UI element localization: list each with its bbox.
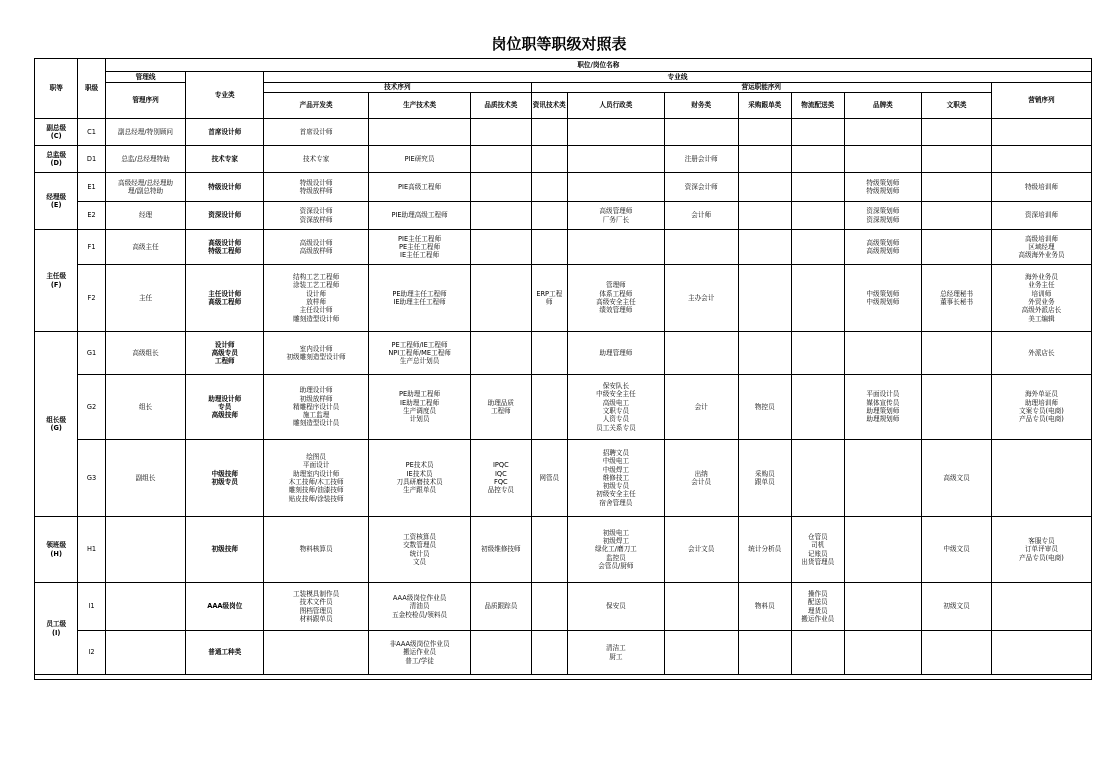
hr-cell: 初级电工 初级焊工 绿化工/磨刀工 监控员 会管员/厨师 [567, 517, 664, 583]
planning-cell [844, 119, 922, 146]
finance-cell: 资深会计师 [664, 173, 738, 202]
planning-cell [844, 332, 922, 375]
header-position-name: 职位/岗位名称 [105, 59, 1091, 72]
clerical-cell: 总经理秘书 董事长秘书 [922, 265, 992, 332]
purchase-cell [738, 631, 792, 675]
it-cell [531, 119, 567, 146]
table-row [35, 202, 1092, 230]
level-cell: G3 [78, 440, 105, 517]
mgmt-cell: 副组长 [105, 440, 186, 517]
mgmt-cell: 副总经理/特别顾问 [105, 119, 186, 146]
mgmt-cell: 主任 [105, 265, 186, 332]
marketing-cell [991, 583, 1091, 631]
hr-cell [567, 146, 664, 173]
header-product-dev: 产品开发类 [264, 93, 369, 119]
header-it-tech: 资讯技术类 [531, 93, 567, 119]
quality-cell [471, 146, 532, 173]
level-cell: D1 [78, 146, 105, 173]
planning-cell [844, 440, 922, 517]
spec-cell: 首席设计师 [186, 119, 264, 146]
logistics-cell [792, 375, 844, 440]
marketing-cell: 外派店长 [991, 332, 1091, 375]
it-cell [531, 173, 567, 202]
spec-cell: 中级技师 初级专员 [186, 440, 264, 517]
header-logistics: 物流配送类 [792, 93, 844, 119]
level-cell: C1 [78, 119, 105, 146]
logistics-cell [792, 173, 844, 202]
product-cell: 助理设计师 初级放样师 精雕程序设计员 施工监理 雕刻造型设计员 [264, 375, 369, 440]
level-cell: I1 [78, 583, 105, 631]
spec-cell: 技术专家 [186, 146, 264, 173]
grade-comparison-table [34, 58, 1092, 675]
production-cell: PE助理工程师 IE助理工程师 生产调度员 计划员 [369, 375, 471, 440]
finance-cell: 会计 [664, 375, 738, 440]
product-cell: 工装模具制作员 技术文件员 图档管理员 材料跟单员 [264, 583, 369, 631]
planning-cell: 平面设计员 媒体宣传员 助理策划师 助理规划师 [844, 375, 922, 440]
level-cell: G1 [78, 332, 105, 375]
logistics-cell [792, 230, 844, 265]
clerical-cell [922, 332, 992, 375]
purchase-cell [738, 202, 792, 230]
finance-cell: 注册会计师 [664, 146, 738, 173]
clerical-cell: 中级文员 [922, 517, 992, 583]
product-cell: 资深设计师 资深放样师 [264, 202, 369, 230]
finance-cell: 主办会计 [664, 265, 738, 332]
finance-cell [664, 631, 738, 675]
header-purchase: 采购跟单类 [738, 93, 792, 119]
product-cell: 结构工艺工程师 涂装工艺工程师 设计师 放样师 主任设计师 雕刻造型设计师 [264, 265, 369, 332]
spec-cell: 初级技师 [186, 517, 264, 583]
hr-cell: 招聘文员 中级电工 中级焊工 维修技工 初级专员 初级安全主任 宿舍管理员 [567, 440, 664, 517]
table-row [35, 583, 1092, 631]
purchase-cell [738, 146, 792, 173]
grade-cell: 副总级 (C) [35, 119, 78, 146]
planning-cell: 资深策划师 资深规划师 [844, 202, 922, 230]
marketing-cell: 特级培训师 [991, 173, 1091, 202]
grade-cell: 主任级 (F) [35, 230, 78, 332]
hr-cell: 助理管理师 [567, 332, 664, 375]
mgmt-cell: 高级主任 [105, 230, 186, 265]
table-row [35, 173, 1092, 202]
planning-cell [844, 146, 922, 173]
clerical-cell [922, 230, 992, 265]
planning-cell [844, 517, 922, 583]
product-cell: 首席设计师 [264, 119, 369, 146]
mgmt-cell: 总监/总经理特助 [105, 146, 186, 173]
level-cell: E1 [78, 173, 105, 202]
grade-cell: 总监级 (D) [35, 146, 78, 173]
production-cell: AAA级岗位作业员 清油员 五金校检员/领料员 [369, 583, 471, 631]
clerical-cell [922, 631, 992, 675]
finance-cell [664, 230, 738, 265]
purchase-cell: 采购员 跟单员 [738, 440, 792, 517]
marketing-cell [991, 146, 1091, 173]
spec-cell: 资深设计师 [186, 202, 264, 230]
table-row [35, 119, 1092, 146]
purchase-cell [738, 265, 792, 332]
hr-cell: 保安队长 中级安全主任 高级电工 文职专员 人资专员 员工关系专员 [567, 375, 664, 440]
production-cell [369, 119, 471, 146]
production-cell: 工资核算员 交数管理员 统计员 文员 [369, 517, 471, 583]
header-finance: 财务类 [664, 93, 738, 119]
spec-cell: 普通工种类 [186, 631, 264, 675]
level-cell: I2 [78, 631, 105, 675]
quality-cell: 品质跟踪员 [471, 583, 532, 631]
page-title: 岗位职等职级对照表 [491, 35, 627, 53]
clerical-cell [922, 375, 992, 440]
quality-cell [471, 173, 532, 202]
marketing-cell: 海外业务员 业务主任 培训师 外贸业务 高级外派店长 美工编辑 [991, 265, 1091, 332]
table-row [35, 332, 1092, 375]
hr-cell: 保安员 [567, 583, 664, 631]
hr-cell [567, 173, 664, 202]
mgmt-cell [105, 631, 186, 675]
planning-cell: 中级策划师 中级规划师 [844, 265, 922, 332]
hr-cell: 清洁工 厨工 [567, 631, 664, 675]
finance-cell: 出纳 会计员 [664, 440, 738, 517]
logistics-cell [792, 146, 844, 173]
spec-cell: 主任设计师 高级工程师 [186, 265, 264, 332]
marketing-cell [991, 440, 1091, 517]
header-marketing: 营销序列 [991, 83, 1091, 119]
level-cell: F2 [78, 265, 105, 332]
marketing-cell: 客服专员 订单评审员 产品专员(电商) [991, 517, 1091, 583]
finance-cell: 会计师 [664, 202, 738, 230]
grade-cell: 员工级 (I) [35, 583, 78, 675]
mgmt-cell: 高级经理/总经理助 理/副总特助 [105, 173, 186, 202]
header-oper-seq: 营运职能序列 [531, 83, 991, 93]
production-cell: PIE高级工程师 [369, 173, 471, 202]
marketing-cell [991, 631, 1091, 675]
spec-cell: AAA级岗位 [186, 583, 264, 631]
clerical-cell [922, 146, 992, 173]
logistics-cell [792, 631, 844, 675]
marketing-cell: 海外单证员 助理培训师 文案专员(电商) 产品专员(电商) [991, 375, 1091, 440]
logistics-cell: 仓管员 司机 记账员 出货管理员 [792, 517, 844, 583]
table-row [35, 375, 1092, 440]
logistics-cell [792, 202, 844, 230]
mgmt-cell: 高级组长 [105, 332, 186, 375]
marketing-cell [991, 119, 1091, 146]
hr-cell [567, 119, 664, 146]
production-cell: PE助理主任工程师 IE助理主任工程师 [369, 265, 471, 332]
table-row [35, 265, 1092, 332]
quality-cell: 初级维修技师 [471, 517, 532, 583]
table-row [35, 230, 1092, 265]
marketing-cell: 高级培训师 区域经理 高级海外业务员 [991, 230, 1091, 265]
header-mgmt-seq: 管理序列 [105, 83, 186, 119]
quality-cell [471, 631, 532, 675]
purchase-cell [738, 119, 792, 146]
quality-cell: 助理品质 工程师 [471, 375, 532, 440]
level-cell: E2 [78, 202, 105, 230]
grade-cell: 组长级 (G) [35, 332, 78, 517]
finance-cell [664, 332, 738, 375]
spec-cell: 高级设计师 特级工程师 [186, 230, 264, 265]
quality-cell [471, 332, 532, 375]
header-quality-tech: 品质技术类 [471, 93, 532, 119]
it-cell [531, 146, 567, 173]
planning-cell: 高级策划师 高级规划师 [844, 230, 922, 265]
clerical-cell [922, 119, 992, 146]
mgmt-cell [105, 517, 186, 583]
hr-cell [567, 230, 664, 265]
it-cell: 网管员 [531, 440, 567, 517]
mgmt-cell: 组长 [105, 375, 186, 440]
production-cell: PE技术员 IE技术员 刀具研磨技术员 生产跟单员 [369, 440, 471, 517]
finance-cell [664, 119, 738, 146]
it-cell [531, 202, 567, 230]
mgmt-cell [105, 583, 186, 631]
planning-cell [844, 583, 922, 631]
hr-cell: 管理师 体系工程师 高级安全主任 绩效管理师 [567, 265, 664, 332]
quality-cell [471, 202, 532, 230]
production-cell: PIE助理高级工程师 [369, 202, 471, 230]
clerical-cell [922, 202, 992, 230]
purchase-cell: 物料员 [738, 583, 792, 631]
logistics-cell [792, 332, 844, 375]
header-prof-line: 专业线 [264, 72, 1092, 83]
level-cell: H1 [78, 517, 105, 583]
product-cell: 物料核算员 [264, 517, 369, 583]
clerical-cell [922, 173, 992, 202]
quality-cell [471, 265, 532, 332]
header-tech-seq: 技术序列 [264, 83, 531, 93]
hr-cell: 高级管理师 厂务厂长 [567, 202, 664, 230]
production-cell: PIE研究员 [369, 146, 471, 173]
finance-cell [664, 583, 738, 631]
table-row [35, 517, 1092, 583]
clerical-cell: 高级文员 [922, 440, 992, 517]
grade-cell: 经理级 (E) [35, 173, 78, 230]
table-row [35, 146, 1092, 173]
header-zhideng: 职等 [35, 59, 78, 119]
header-clerical: 文职类 [922, 93, 992, 119]
header-production-tech: 生产技术类 [369, 93, 471, 119]
logistics-cell [792, 440, 844, 517]
header-zhiji: 职级 [78, 59, 105, 119]
planning-cell: 特级策划师 特级规划师 [844, 173, 922, 202]
purchase-cell: 物控员 [738, 375, 792, 440]
it-cell [531, 230, 567, 265]
header-mgmt-line: 管理线 [105, 72, 186, 83]
quality-cell [471, 119, 532, 146]
purchase-cell [738, 230, 792, 265]
header-spec: 专业类 [186, 72, 264, 119]
it-cell [531, 517, 567, 583]
it-cell [531, 631, 567, 675]
product-cell [264, 631, 369, 675]
spec-cell: 设计师 高级专员 工程师 [186, 332, 264, 375]
logistics-cell [792, 265, 844, 332]
production-cell: PIE主任工程师 PE主任工程师 IE主任工程师 [369, 230, 471, 265]
level-cell: F1 [78, 230, 105, 265]
mgmt-cell: 经理 [105, 202, 186, 230]
header-planning: 品牌类 [844, 93, 922, 119]
purchase-cell [738, 332, 792, 375]
it-cell [531, 583, 567, 631]
product-cell: 室内设计师 初级雕刻造型设计师 [264, 332, 369, 375]
purchase-cell: 统计分析员 [738, 517, 792, 583]
product-cell: 绘图员 平面设计 助理室内设计师 木工技师/木工技师 雕刻技师/油漆技师 贴皮技师/涂装技师 [264, 440, 369, 517]
product-cell: 特级设计师 特级放样师 [264, 173, 369, 202]
it-cell [531, 332, 567, 375]
finance-cell: 会计文员 [664, 517, 738, 583]
table-row [35, 631, 1092, 675]
quality-cell: IPQC IQC FQC 品控专员 [471, 440, 532, 517]
spec-cell: 特级设计师 [186, 173, 264, 202]
production-cell: 非AAA级岗位作业员 搬运作业员 普工/学徒 [369, 631, 471, 675]
spec-cell: 助理设计师 专员 高级技师 [186, 375, 264, 440]
logistics-cell [792, 119, 844, 146]
planning-cell [844, 631, 922, 675]
level-cell: G2 [78, 375, 105, 440]
header-hr-admin: 人员行政类 [567, 93, 664, 119]
table-row [35, 440, 1092, 517]
product-cell: 高级设计师 高级放样师 [264, 230, 369, 265]
quality-cell [471, 230, 532, 265]
clerical-cell: 初级文员 [922, 583, 992, 631]
grade-cell: 领班级 (H) [35, 517, 78, 583]
it-cell [531, 375, 567, 440]
it-cell: ERP工程 师 [531, 265, 567, 332]
product-cell: 技术专家 [264, 146, 369, 173]
production-cell: PE工程师/IE工程师 NPI工程师/ME工程师 生产总计划员 [369, 332, 471, 375]
purchase-cell [738, 173, 792, 202]
logistics-cell: 操作员 配送员 理货员 搬运作业员 [792, 583, 844, 631]
marketing-cell: 资深培训师 [991, 202, 1091, 230]
